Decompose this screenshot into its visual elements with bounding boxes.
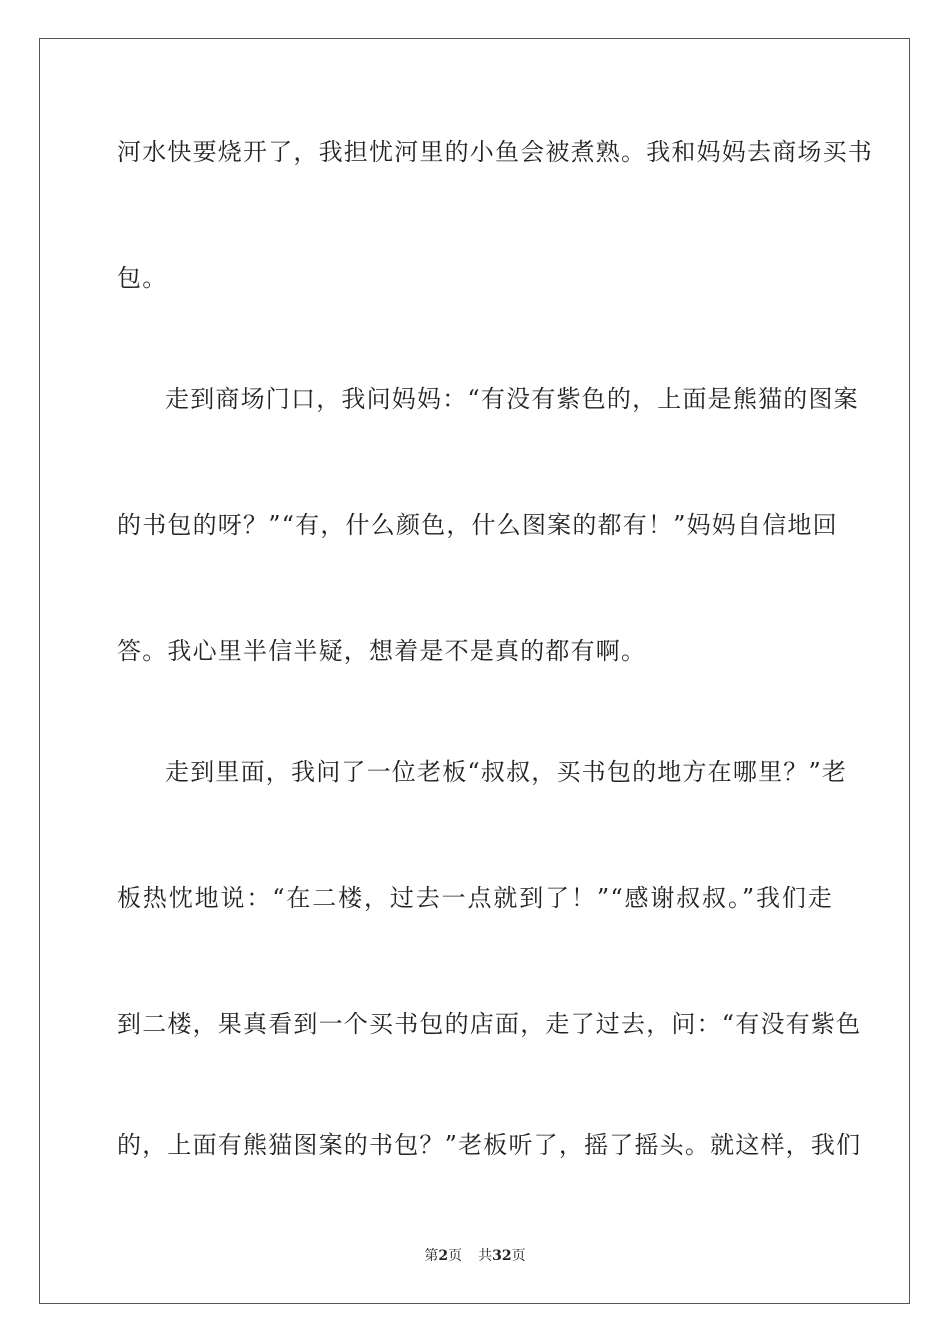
paragraph-line-4: 的书包的呀？”“有，什么颜色，什么图案的都有！”妈妈自信地回: [117, 511, 838, 539]
paragraph-line-3: 走到商场门口，我问妈妈：“有没有紫色的，上面是熊猫的图案: [165, 385, 859, 413]
page-suffix: 页: [448, 1248, 463, 1264]
paragraph-line-5: 答。我心里半信半疑，想着是不是真的都有啊。: [117, 637, 647, 665]
total-pages: 32: [492, 1248, 512, 1264]
paragraph-line-6: 走到里面，我问了一位老板“叔叔，买书包的地方在哪里？”老: [165, 758, 848, 786]
page-prefix: 第: [424, 1248, 439, 1264]
paragraph-line-1: 河水快要烧开了，我担忧河里的小鱼会被煮熟。我和妈妈去商场买书: [117, 138, 873, 166]
total-prefix: 共: [478, 1248, 493, 1264]
paragraph-line-8: 到二楼，果真看到一个买书包的店面，走了过去，问：“有没有紫色: [117, 1010, 862, 1038]
page-border: [39, 38, 910, 1304]
total-suffix: 页: [511, 1248, 526, 1264]
page-number: 2: [438, 1248, 449, 1264]
paragraph-line-2: 包。: [117, 264, 168, 292]
paragraph-line-7: 板热忱地说：“在二楼，过去一点就到了！”“感谢叔叔。”我们走: [117, 884, 833, 912]
paragraph-line-9: 的，上面有熊猫图案的书包？”老板听了，摇了摇头。就这样，我们: [117, 1131, 862, 1159]
page-footer: [0, 1246, 950, 1266]
